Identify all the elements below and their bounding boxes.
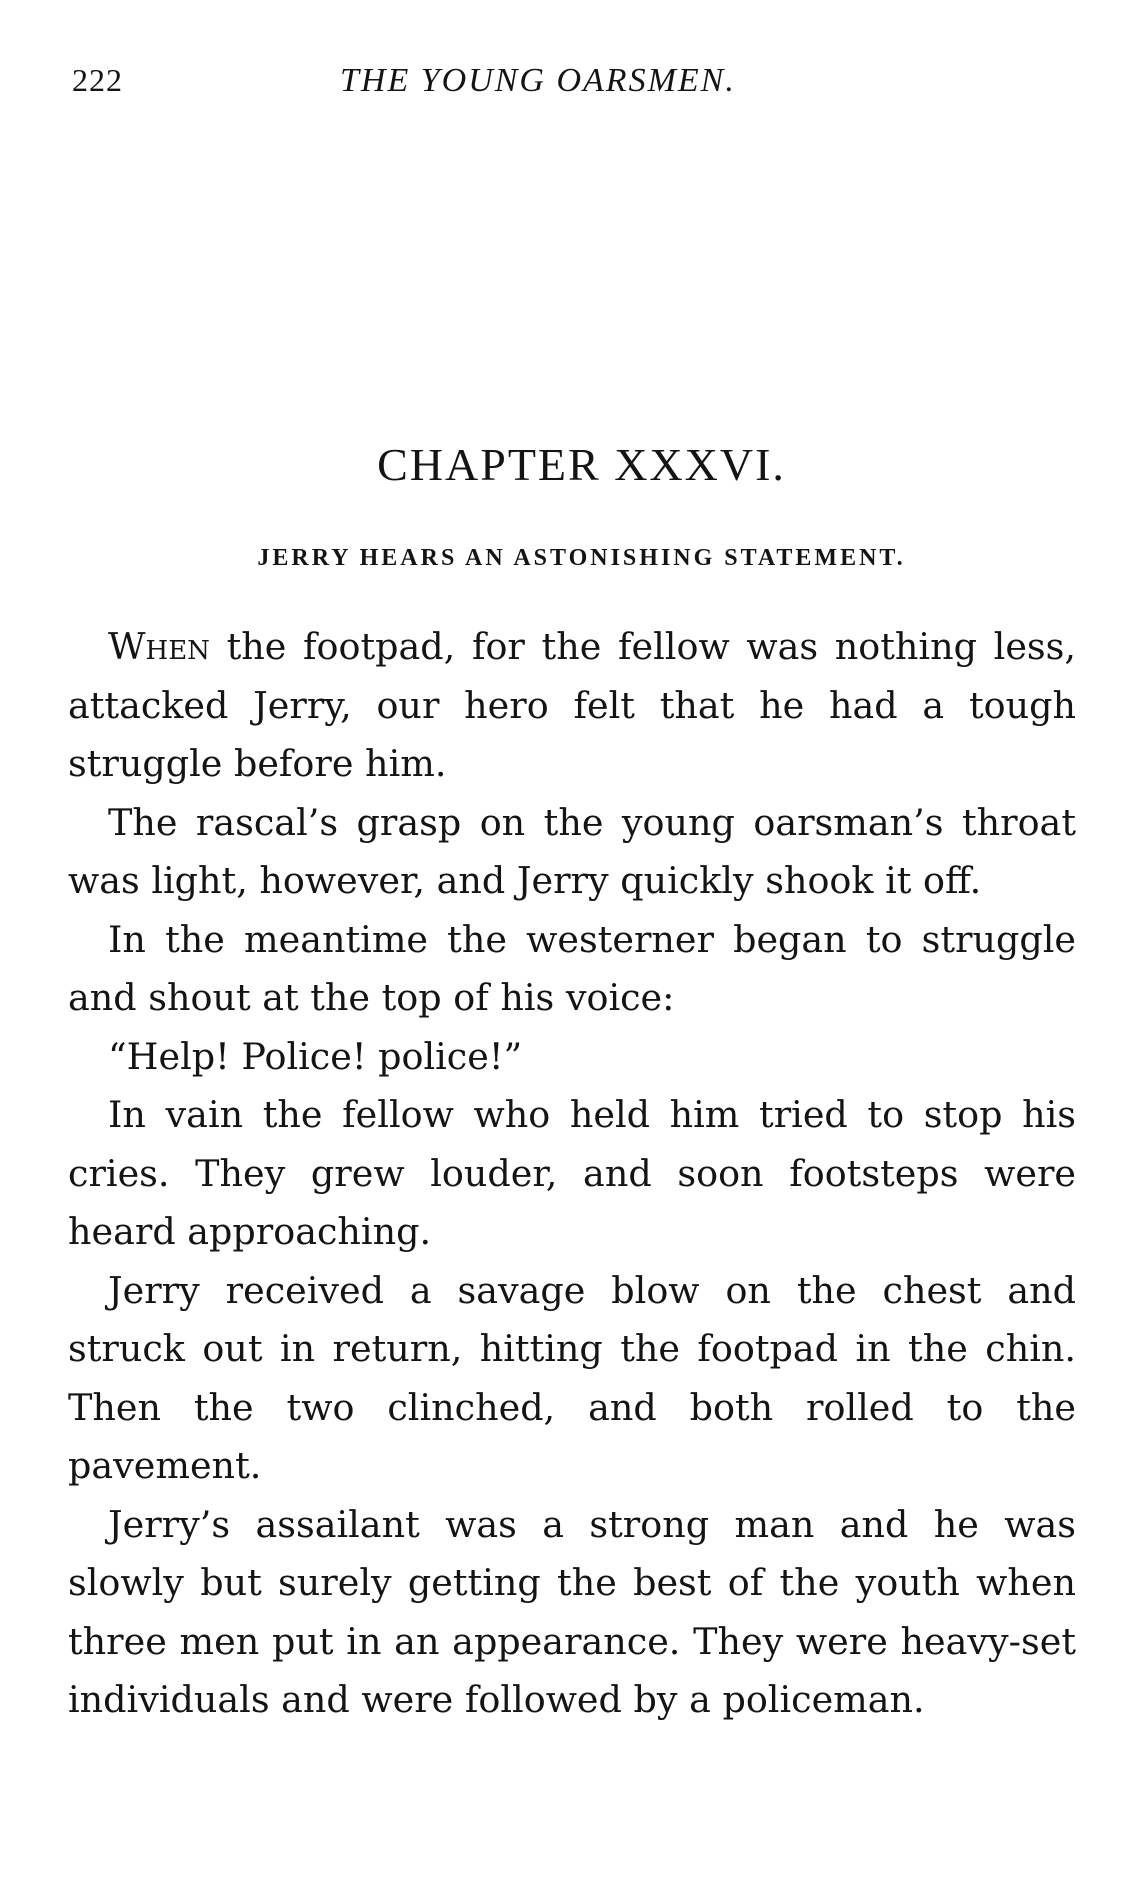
running-head — [72, 62, 1072, 112]
paragraph-text: the footpad, for the fellow was nothing less, attacked Jerry, our hero felt that he had a tough struggle before him. — [68, 625, 1076, 785]
paragraph-text: “Help! Police! police!” — [108, 1034, 523, 1078]
paragraph-text: Jerry’s assailant was a strong man and he was slowly but surely getting the best of the youth when three men put in an appearance. They were heavy-set individuals and were followed by a policeman. — [68, 1502, 1076, 1721]
body-text — [68, 618, 1076, 1730]
paragraph — [68, 618, 1076, 794]
paragraph-text: The rascal’s grasp on the young oarsman’s throat was light, however, and Jerry quickly shook it off. — [68, 800, 1076, 902]
paragraph — [68, 911, 1076, 1028]
paragraph-text: Jerry received a savage blow on the chest and struck out in return, hitting the footpad in the chin. Then the two clinched, and both rolled to the pavement. — [68, 1268, 1076, 1487]
paragraph-text: In vain the fellow who held him tried to stop his cries. They grew louder, and soon footsteps were heard approaching. — [68, 1093, 1076, 1253]
paragraph — [68, 1028, 1076, 1087]
paragraph — [68, 794, 1076, 911]
paragraph — [68, 1086, 1076, 1262]
paragraph-lead: When — [108, 625, 210, 668]
page-number: 222 — [72, 62, 123, 98]
chapter-heading: CHAPTER XXXVI. — [377, 439, 786, 490]
paragraph — [68, 1262, 1076, 1496]
paragraph — [68, 1496, 1076, 1730]
chapter-subtitle: JERRY HEARS AN ASTONISHING STATEMENT. — [257, 545, 906, 571]
running-title: THE YOUNG OARSMEN. — [340, 62, 736, 99]
paragraph-text: In the meantime the westerner began to struggle and shout at the top of his voice: — [68, 917, 1076, 1019]
